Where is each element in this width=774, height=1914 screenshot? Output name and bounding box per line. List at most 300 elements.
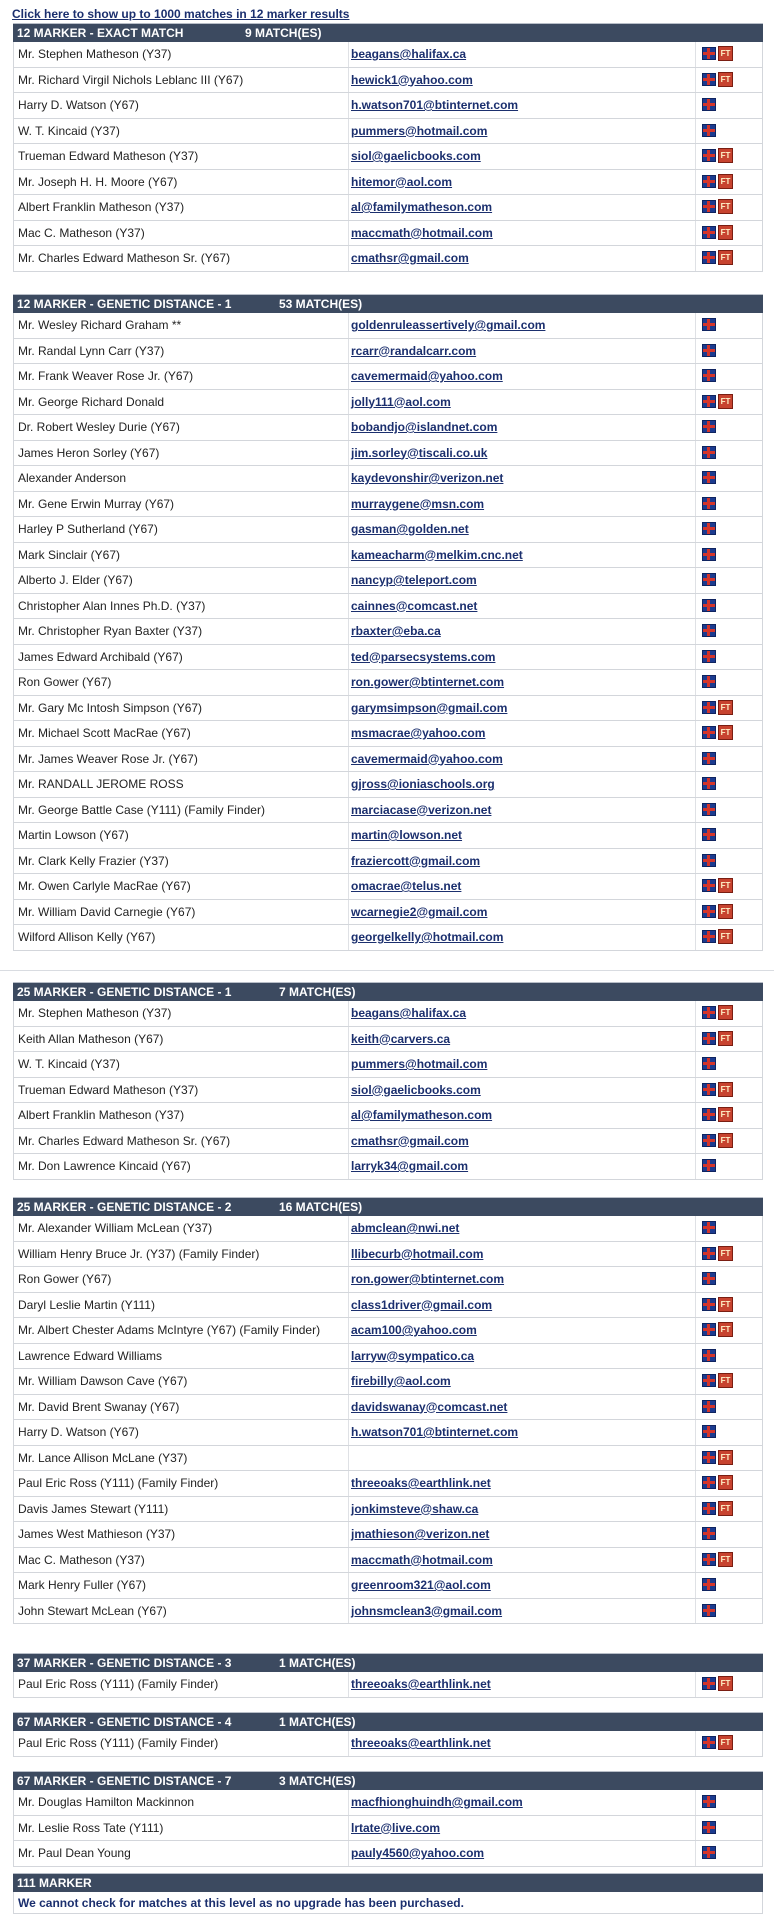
ft-icon[interactable]: FT — [718, 1552, 733, 1567]
match-section — [13, 1653, 763, 1698]
match-name: Trueman Edward Matheson (Y37) — [18, 1082, 199, 1097]
match-row — [13, 1369, 763, 1395]
match-email-link[interactable]: threeoaks@earthlink.net — [351, 1476, 491, 1490]
column-divider — [348, 1731, 349, 1756]
flag-icon[interactable] — [702, 752, 716, 765]
ft-icon[interactable]: FT — [718, 1246, 733, 1261]
column-divider — [348, 246, 349, 271]
column-divider — [348, 670, 349, 695]
match-email-link[interactable]: jmathieson@verizon.net — [351, 1527, 490, 1541]
flag-icon[interactable] — [702, 98, 716, 111]
column-divider — [348, 466, 349, 491]
flag-icon[interactable] — [702, 1134, 716, 1147]
section-title: 12 MARKER - EXACT MATCH — [17, 26, 184, 40]
match-row — [13, 466, 763, 492]
flag-icon[interactable] — [702, 1425, 716, 1438]
flag-icon[interactable] — [702, 1604, 716, 1617]
match-row — [13, 798, 763, 824]
match-name: Ron Gower (Y67) — [18, 675, 112, 689]
flag-icon[interactable] — [702, 47, 716, 60]
match-row — [13, 772, 763, 798]
ft-icon[interactable]: FT — [718, 1475, 733, 1490]
column-divider — [348, 415, 349, 440]
flag-icon[interactable] — [702, 777, 716, 790]
flag-icon[interactable] — [702, 879, 716, 892]
match-email-link[interactable]: ron.gower@btinternet.com — [351, 1272, 505, 1286]
match-count: 3 MATCH(ES) — [279, 1774, 356, 1788]
match-row — [13, 645, 763, 671]
flag-icon[interactable] — [702, 599, 716, 612]
column-divider — [348, 441, 349, 466]
match-row — [13, 1420, 763, 1446]
ft-icon[interactable]: FT — [718, 1450, 733, 1465]
match-count: 1 MATCH(ES) — [279, 1656, 356, 1670]
column-divider — [348, 1395, 349, 1420]
match-email-link[interactable]: larryk34@gmail.com — [351, 1159, 469, 1173]
match-row — [13, 221, 763, 247]
match-email-link[interactable]: hitemor@aol.com — [351, 174, 453, 189]
match-name: Mr. William Dawson Cave (Y67) — [18, 1374, 188, 1388]
column-divider — [348, 1497, 349, 1522]
flag-icon[interactable] — [702, 1578, 716, 1591]
match-email-link[interactable]: garymsimpson@gmail.com — [351, 700, 508, 715]
match-email-link[interactable]: gasman@golden.net — [351, 522, 469, 536]
match-email-link[interactable]: al@familymatheson.com — [351, 1108, 493, 1122]
flag-icon[interactable] — [702, 905, 716, 918]
match-row — [13, 1344, 763, 1370]
match-email-link[interactable]: cainnes@comcast.net — [351, 598, 478, 613]
section-title: 67 MARKER - GENETIC DISTANCE - 4 — [17, 1715, 232, 1729]
match-row — [13, 246, 763, 272]
flag-icon[interactable] — [702, 395, 716, 408]
match-email-link[interactable]: pummers@hotmail.com — [351, 123, 488, 138]
section-title: 67 MARKER - GENETIC DISTANCE - 7 — [17, 1774, 232, 1788]
column-divider — [348, 1318, 349, 1343]
match-name: Mr. George Richard Donald — [18, 394, 165, 409]
match-email-link[interactable]: msmacrae@yahoo.com — [351, 726, 486, 740]
match-row — [13, 823, 763, 849]
column-divider — [348, 221, 349, 246]
match-row — [13, 1816, 763, 1842]
flag-icon[interactable] — [702, 1795, 716, 1808]
section-header — [13, 23, 763, 42]
match-email-link[interactable]: kaydevonshir@verizon.net — [351, 471, 504, 485]
match-email-link[interactable]: ted@parsecsystems.com — [351, 649, 496, 664]
column-divider — [348, 390, 349, 415]
section-title: 37 MARKER - GENETIC DISTANCE - 3 — [17, 1656, 232, 1670]
ft-icon[interactable]: FT — [718, 700, 733, 715]
flag-icon[interactable] — [702, 1159, 716, 1172]
ft-icon[interactable]: FT — [718, 72, 733, 87]
match-email-link[interactable]: goldenruleassertively@gmail.com — [351, 318, 546, 332]
match-email-link[interactable]: omacrae@telus.net — [351, 879, 462, 893]
flag-icon[interactable] — [702, 1298, 716, 1311]
column-divider — [348, 1078, 349, 1103]
flag-icon[interactable] — [702, 1821, 716, 1834]
flag-icon[interactable] — [702, 803, 716, 816]
match-email-link[interactable]: wcarnegie2@gmail.com — [351, 904, 488, 919]
match-name: Trueman Edward Matheson (Y37) — [18, 149, 199, 163]
ft-icon[interactable]: FT — [718, 878, 733, 893]
flag-icon[interactable] — [702, 1736, 716, 1749]
column-divider — [348, 1293, 349, 1318]
ft-icon[interactable]: FT — [718, 1031, 733, 1046]
column-divider — [348, 313, 349, 338]
column-divider — [348, 42, 349, 67]
match-row — [13, 1841, 763, 1867]
column-divider — [348, 93, 349, 118]
match-name: Mr. Randal Lynn Carr (Y37) — [18, 343, 165, 358]
match-row — [13, 364, 763, 390]
flag-icon[interactable] — [702, 1846, 716, 1859]
separator-line — [0, 970, 774, 971]
match-name: Mr. Charles Edward Matheson Sr. (Y67) — [18, 1133, 231, 1148]
flag-icon[interactable] — [702, 73, 716, 86]
match-row — [13, 849, 763, 875]
column-divider — [348, 144, 349, 169]
match-email-link[interactable]: cavemermaid@yahoo.com — [351, 751, 503, 766]
match-name: Mr. Wesley Richard Graham ** — [18, 318, 182, 332]
section-title: 25 MARKER - GENETIC DISTANCE - 2 — [17, 1200, 232, 1214]
match-name: Paul Eric Ross (Y111) (Family Finder) — [18, 1736, 219, 1750]
match-row — [13, 1522, 763, 1548]
section-title: 25 MARKER - GENETIC DISTANCE - 1 — [17, 985, 232, 999]
flag-icon[interactable] — [702, 149, 716, 162]
match-email-link[interactable]: keith@carvers.ca — [351, 1031, 451, 1046]
column-divider — [348, 1522, 349, 1547]
column-divider — [348, 594, 349, 619]
match-email-link[interactable]: larryw@sympatico.ca — [351, 1348, 475, 1363]
match-name: Mr. Lance Allison McLane (Y37) — [18, 1450, 188, 1465]
match-email-link[interactable]: jonkimsteve@shaw.ca — [351, 1501, 479, 1516]
column-divider — [348, 1841, 349, 1866]
flag-icon[interactable] — [702, 1476, 716, 1489]
flag-icon[interactable] — [702, 344, 716, 357]
column-divider — [348, 619, 349, 644]
flag-icon[interactable] — [702, 1400, 716, 1413]
match-row — [13, 1573, 763, 1599]
ft-icon[interactable]: FT — [718, 929, 733, 944]
match-email-link[interactable]: johnsmclean3@gmail.com — [351, 1603, 503, 1618]
flag-icon[interactable] — [702, 624, 716, 637]
ft-icon[interactable]: FT — [718, 199, 733, 214]
match-name: Mr. Frank Weaver Rose Jr. (Y67) — [18, 369, 194, 383]
match-name: Harry D. Watson (Y67) — [18, 1425, 139, 1439]
match-name: Mr. Gene Erwin Murray (Y67) — [18, 496, 175, 511]
match-row — [13, 492, 763, 518]
match-name: Paul Eric Ross (Y111) (Family Finder) — [18, 1677, 219, 1691]
match-row — [13, 619, 763, 645]
match-email-link[interactable]: maccmath@hotmail.com — [351, 1552, 493, 1567]
show-more-matches-link[interactable]: Click here to show up to 1000 matches in 12 marker results — [12, 7, 350, 21]
ft-icon[interactable]: FT — [718, 225, 733, 240]
match-email-link[interactable]: cmathsr@gmail.com — [351, 251, 469, 265]
match-row — [13, 1672, 763, 1698]
column-divider — [348, 364, 349, 389]
ft-icon[interactable]: FT — [718, 904, 733, 919]
column-divider — [348, 1129, 349, 1154]
match-email-link[interactable]: cavemermaid@yahoo.com — [351, 369, 503, 383]
match-name: W. T. Kincaid (Y37) — [18, 123, 120, 138]
section-header — [13, 1197, 763, 1216]
match-email-link[interactable]: ron.gower@btinternet.com — [351, 675, 505, 689]
match-section — [13, 23, 763, 272]
ft-icon[interactable]: FT — [718, 174, 733, 189]
match-name: Mr. Leslie Ross Tate (Y111) — [18, 1820, 164, 1835]
match-email-link[interactable]: gjross@ioniaschools.org — [351, 777, 495, 791]
section-header — [13, 982, 763, 1001]
flag-icon[interactable] — [702, 522, 716, 535]
match-email-link[interactable]: class1driver@gmail.com — [351, 1297, 493, 1312]
flag-icon[interactable] — [702, 930, 716, 943]
flag-icon[interactable] — [702, 1221, 716, 1234]
match-email-link[interactable]: marciacase@verizon.net — [351, 802, 492, 817]
flag-icon[interactable] — [702, 1374, 716, 1387]
flag-icon[interactable] — [702, 1032, 716, 1045]
match-row — [13, 721, 763, 747]
flag-icon[interactable] — [702, 200, 716, 213]
flag-icon[interactable] — [702, 1451, 716, 1464]
match-email-link[interactable]: firebilly@aol.com — [351, 1374, 451, 1388]
ft-icon[interactable]: FT — [718, 1133, 733, 1148]
match-name: Lawrence Edward Williams — [18, 1348, 163, 1363]
ft-icon[interactable]: FT — [718, 1735, 733, 1750]
match-row — [13, 1129, 763, 1155]
match-row — [13, 594, 763, 620]
match-count: 16 MATCH(ES) — [279, 1200, 363, 1214]
match-email-link[interactable]: murraygene@msn.com — [351, 496, 485, 511]
match-email-link[interactable]: maccmath@hotmail.com — [351, 225, 493, 240]
ft-icon[interactable]: FT — [718, 1107, 733, 1122]
match-row — [13, 42, 763, 68]
column-divider — [348, 1420, 349, 1445]
column-divider — [348, 1446, 349, 1471]
match-row — [13, 696, 763, 722]
match-name: Mac C. Matheson (Y37) — [18, 225, 145, 240]
match-email-link[interactable]: threeoaks@earthlink.net — [351, 1677, 491, 1691]
flag-icon[interactable] — [702, 226, 716, 239]
match-row — [13, 1027, 763, 1053]
match-name: Mr. Charles Edward Matheson Sr. (Y67) — [18, 251, 231, 265]
match-name: Harley P Sutherland (Y67) — [18, 522, 158, 536]
column-divider — [348, 1242, 349, 1267]
match-name: William Henry Bruce Jr. (Y37) (Family Finder) — [18, 1246, 260, 1261]
match-name: Mr. Richard Virgil Nichols Leblanc III (Y67) — [18, 72, 244, 87]
match-count: 7 MATCH(ES) — [279, 985, 356, 999]
ft-icon[interactable]: FT — [718, 46, 733, 61]
column-divider — [348, 1471, 349, 1496]
match-name: Christopher Alan Innes Ph.D. (Y37) — [18, 598, 206, 613]
match-name: Mr. Albert Chester Adams McIntyre (Y67) (Family Finder) — [18, 1323, 321, 1337]
match-email-link[interactable]: siol@gaelicbooks.com — [351, 1082, 481, 1097]
match-email-link[interactable]: siol@gaelicbooks.com — [351, 149, 481, 163]
flag-icon[interactable] — [702, 1272, 716, 1285]
column-divider — [348, 1267, 349, 1292]
ft-icon[interactable]: FT — [718, 148, 733, 163]
flag-icon[interactable] — [702, 446, 716, 459]
match-email-link[interactable]: pauly4560@yahoo.com — [351, 1846, 485, 1860]
ft-icon[interactable]: FT — [718, 1322, 733, 1337]
match-email-link[interactable]: rbaxter@eba.ca — [351, 624, 441, 638]
ft-icon[interactable]: FT — [718, 250, 733, 265]
match-email-link[interactable]: pummers@hotmail.com — [351, 1057, 488, 1071]
match-email-link[interactable]: georgelkelly@hotmail.com — [351, 930, 504, 944]
match-row — [13, 119, 763, 145]
match-name: Mr. Clark Kelly Frazier (Y37) — [18, 853, 169, 868]
match-email-link[interactable]: jolly111@aol.com — [351, 394, 451, 409]
section-header — [13, 1653, 763, 1672]
column-divider — [348, 823, 349, 848]
match-name: Mr. George Battle Case (Y111) (Family Finder) — [18, 802, 265, 817]
match-name: Mr. Alexander William McLean (Y37) — [18, 1221, 213, 1235]
column-divider — [348, 1103, 349, 1128]
match-row — [13, 93, 763, 119]
ft-icon[interactable]: FT — [718, 394, 733, 409]
column-divider — [348, 1790, 349, 1815]
ft-icon[interactable]: FT — [718, 1373, 733, 1388]
ft-icon[interactable]: FT — [718, 1082, 733, 1097]
match-email-link[interactable]: lrtate@live.com — [351, 1820, 441, 1835]
match-email-link[interactable]: kameacharm@melkim.cnc.net — [351, 547, 523, 562]
column-divider — [348, 1001, 349, 1026]
flag-icon[interactable] — [702, 1108, 716, 1121]
match-row — [13, 1103, 763, 1129]
flag-icon[interactable] — [702, 548, 716, 561]
match-row — [13, 1267, 763, 1293]
match-email-link[interactable]: hewick1@yahoo.com — [351, 72, 473, 87]
match-section — [13, 1771, 763, 1867]
column-divider — [348, 900, 349, 925]
flag-icon[interactable] — [702, 497, 716, 510]
match-name: James Heron Sorley (Y67) — [18, 445, 160, 460]
match-email-link[interactable]: llibecurb@hotmail.com — [351, 1246, 484, 1261]
match-name: Ron Gower (Y67) — [18, 1272, 112, 1286]
match-email-link[interactable]: h.watson701@btinternet.com — [351, 1425, 519, 1439]
flag-icon[interactable] — [702, 1323, 716, 1336]
flag-icon[interactable] — [702, 650, 716, 663]
match-name: Mr. James Weaver Rose Jr. (Y67) — [18, 751, 198, 766]
match-email-link[interactable]: davidswanay@comcast.net — [351, 1399, 508, 1414]
flag-icon[interactable] — [702, 828, 716, 841]
column-divider — [348, 1599, 349, 1624]
match-email-link[interactable]: martin@lowson.net — [351, 828, 463, 842]
column-divider — [348, 1154, 349, 1179]
match-email-link[interactable]: threeoaks@earthlink.net — [351, 1736, 491, 1750]
ft-icon[interactable]: FT — [718, 1297, 733, 1312]
flag-icon[interactable] — [702, 1083, 716, 1096]
flag-icon[interactable] — [702, 420, 716, 433]
match-row — [13, 415, 763, 441]
match-email-link[interactable]: macfhionghuindh@gmail.com — [351, 1795, 523, 1809]
match-name: Mr. Christopher Ryan Baxter (Y37) — [18, 624, 203, 638]
match-row — [13, 441, 763, 467]
section-header — [13, 1873, 763, 1892]
match-email-link[interactable]: fraziercott@gmail.com — [351, 853, 481, 868]
section-title: 12 MARKER - GENETIC DISTANCE - 1 — [17, 297, 232, 311]
match-name: Mr. RANDALL JEROME ROSS — [18, 777, 184, 791]
column-divider — [348, 68, 349, 93]
column-divider — [348, 645, 349, 670]
column-divider — [348, 1672, 349, 1697]
flag-icon[interactable] — [702, 1006, 716, 1019]
match-email-link[interactable]: acam100@yahoo.com — [351, 1323, 477, 1337]
flag-icon[interactable] — [702, 726, 716, 739]
match-name: Daryl Leslie Martin (Y111) — [18, 1297, 155, 1312]
match-row — [13, 144, 763, 170]
flag-icon[interactable] — [702, 1057, 716, 1070]
match-row — [13, 1001, 763, 1027]
match-row — [13, 925, 763, 951]
column-divider — [348, 543, 349, 568]
ft-icon[interactable]: FT — [718, 1005, 733, 1020]
flag-icon[interactable] — [702, 675, 716, 688]
match-name: Mr. Gary Mc Intosh Simpson (Y67) — [18, 700, 203, 715]
match-name: James Edward Archibald (Y67) — [18, 649, 183, 664]
match-email-link[interactable]: rcarr@randalcarr.com — [351, 343, 477, 358]
column-divider — [348, 772, 349, 797]
match-name: Mr. Stephen Matheson (Y37) — [18, 47, 172, 61]
column-divider — [348, 1216, 349, 1241]
flag-icon[interactable] — [702, 1349, 716, 1362]
match-email-link[interactable] — [351, 1446, 696, 1470]
flag-icon[interactable] — [702, 175, 716, 188]
column-divider — [348, 1573, 349, 1598]
ft-icon[interactable]: FT — [718, 725, 733, 740]
flag-icon[interactable] — [702, 1527, 716, 1540]
section-header — [13, 294, 763, 313]
match-email-link[interactable]: al@familymatheson.com — [351, 200, 493, 214]
flag-icon[interactable] — [702, 1677, 716, 1690]
match-name: Keith Allan Matheson (Y67) — [18, 1031, 164, 1046]
match-email-link[interactable]: jim.sorley@tiscali.co.uk — [351, 445, 488, 460]
match-email-link[interactable]: h.watson701@btinternet.com — [351, 98, 519, 112]
column-divider — [348, 339, 349, 364]
match-name: Mr. Douglas Hamilton Mackinnon — [18, 1795, 195, 1809]
match-name: Mr. Paul Dean Young — [18, 1846, 131, 1860]
ft-icon[interactable]: FT — [718, 1501, 733, 1516]
flag-icon[interactable] — [702, 1553, 716, 1566]
match-section — [13, 1873, 763, 1914]
match-email-link[interactable]: cmathsr@gmail.com — [351, 1133, 469, 1148]
flag-icon[interactable] — [702, 573, 716, 586]
match-email-link[interactable]: nancyp@teleport.com — [351, 573, 477, 587]
match-row — [13, 195, 763, 221]
match-row — [13, 517, 763, 543]
column-divider — [348, 568, 349, 593]
flag-icon[interactable] — [702, 369, 716, 382]
match-email-link[interactable]: bobandjo@islandnet.com — [351, 420, 498, 434]
flag-icon[interactable] — [702, 1247, 716, 1260]
ft-icon[interactable]: FT — [718, 1676, 733, 1691]
match-email-link[interactable]: beagans@halifax.ca — [351, 47, 467, 61]
flag-icon[interactable] — [702, 471, 716, 484]
match-name: Mark Henry Fuller (Y67) — [18, 1578, 147, 1592]
match-email-link[interactable]: beagans@halifax.ca — [351, 1006, 467, 1020]
match-name: Davis James Stewart (Y111) — [18, 1501, 169, 1516]
flag-icon[interactable] — [702, 318, 716, 331]
flag-icon[interactable] — [702, 1502, 716, 1515]
column-divider — [348, 1027, 349, 1052]
column-divider — [348, 747, 349, 772]
flag-icon[interactable] — [702, 701, 716, 714]
flag-icon[interactable] — [702, 251, 716, 264]
flag-icon[interactable] — [702, 854, 716, 867]
match-row — [13, 543, 763, 569]
match-email-link[interactable]: abmclean@nwi.net — [351, 1221, 460, 1235]
match-email-link[interactable]: greenroom321@aol.com — [351, 1578, 491, 1592]
match-row — [13, 568, 763, 594]
flag-icon[interactable] — [702, 124, 716, 137]
